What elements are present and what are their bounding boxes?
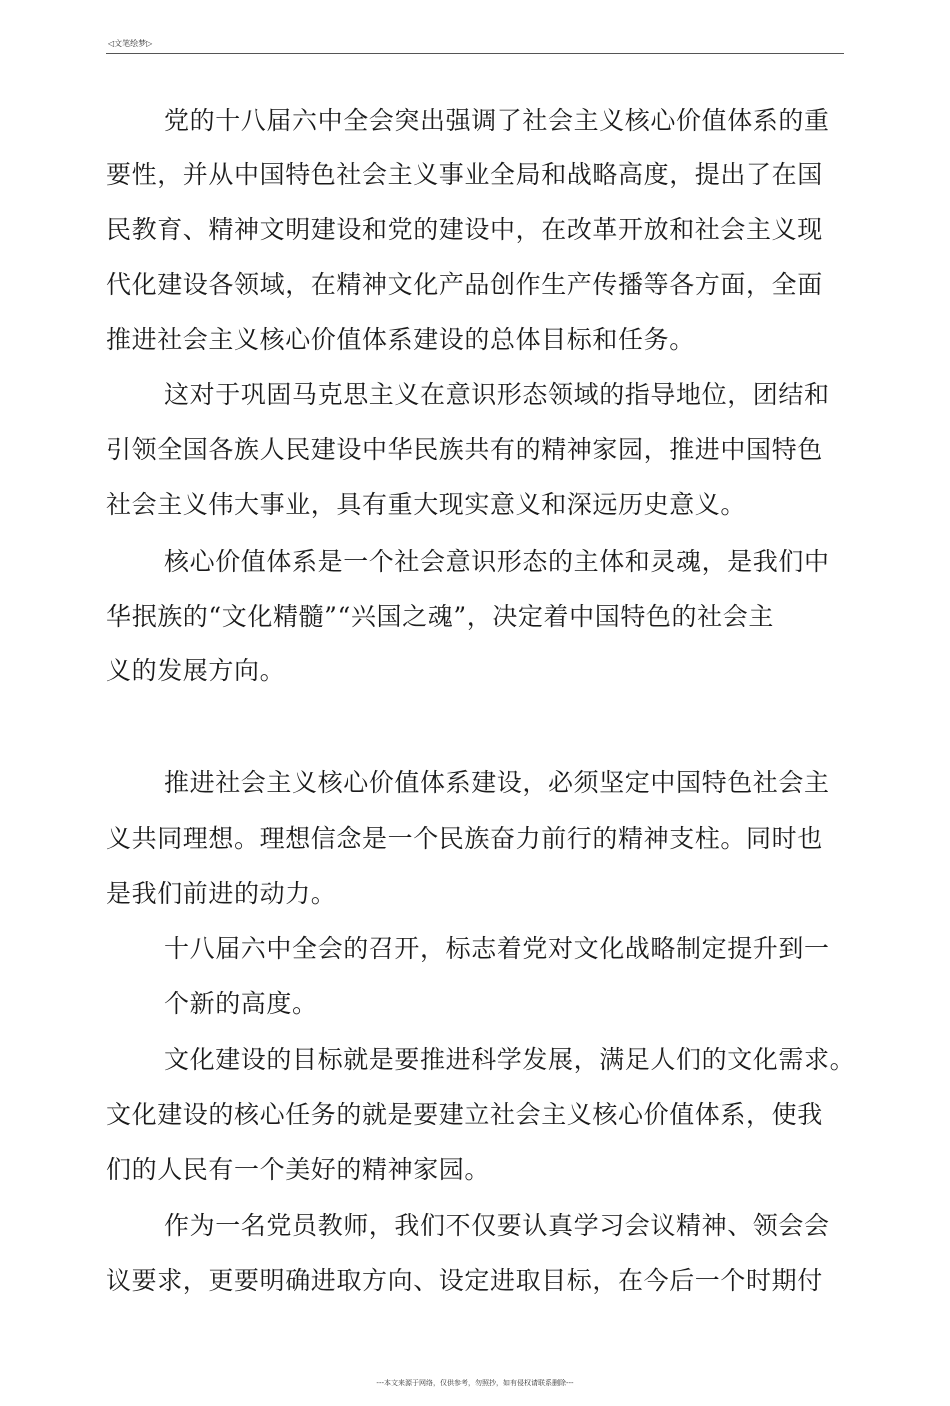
paragraph-line: 作为一名党员教师，我们不仅要认真学习会议精神、领会会 <box>164 1211 830 1240</box>
paragraph-line: 党的十八届六中全会突出强调了社会主义核心价值体系的重 <box>164 106 830 135</box>
paragraph-line: 社会主义伟大事业，具有重大现实意义和深远历史意义。 <box>106 490 747 519</box>
paragraph-line: 要性，并从中国特色社会主义事业全局和战略高度，提出了在国 <box>106 160 823 189</box>
paragraph-line: 华抿族的“文化精髓”“兴国之魂”，决定着中国特色的社会主 <box>106 602 774 631</box>
paragraph-line: 核心价值体系是一个社会意识形态的主体和灵魂，是我们中 <box>164 547 830 576</box>
paragraph-line: 们的人民有一个美好的精神家园。 <box>106 1155 491 1184</box>
paragraph-line: 民教育、精神文明建设和党的建设中，在改革开放和社会主义现 <box>106 215 823 244</box>
paragraph-line: 引领全国各族人民建设中华民族共有的精神家园，推进中国特色 <box>106 435 823 464</box>
paragraph-line: 推进社会主义核心价值体系建设，必须坚定中国特色社会主 <box>164 768 830 797</box>
paragraph-line: 文化建设的核心任务的就是要建立社会主义核心价值体系，使我 <box>106 1100 823 1129</box>
paragraph-line: 文化建设的目标就是要推进科学发展，满足人们的文化需求。 <box>164 1045 856 1074</box>
header-brand: ◁文笔绘梦▷ <box>108 39 153 48</box>
header-divider <box>106 53 844 54</box>
paragraph-line: 是我们前进的动力。 <box>106 879 337 908</box>
paragraph-line: 议要求，更要明确进取方向、设定进取目标，在今后一个时期付 <box>106 1266 823 1295</box>
paragraph-line: 代化建设各领域，在精神文化产品创作生产传播等各方面，全面 <box>106 270 823 299</box>
footer-notice: ---本文来源于网络，仅供参考，勿照抄，如有侵权请联系删除--- <box>376 1379 574 1387</box>
paragraph-line: 义共同理想。理想信念是一个民族奋力前行的精神支柱。同时也 <box>106 824 823 853</box>
paragraph-line: 义的发展方向。 <box>106 656 286 685</box>
paragraph-line: 个新的高度。 <box>164 989 318 1018</box>
paragraph-line: 这对于巩固马克思主义在意识形态领域的指导地位，团结和 <box>164 380 830 409</box>
paragraph-line: 推进社会主义核心价值体系建设的总体目标和任务。 <box>106 325 695 354</box>
paragraph-line: 十八届六中全会的召开，标志着党对文化战略制定提升到一 <box>164 934 830 963</box>
